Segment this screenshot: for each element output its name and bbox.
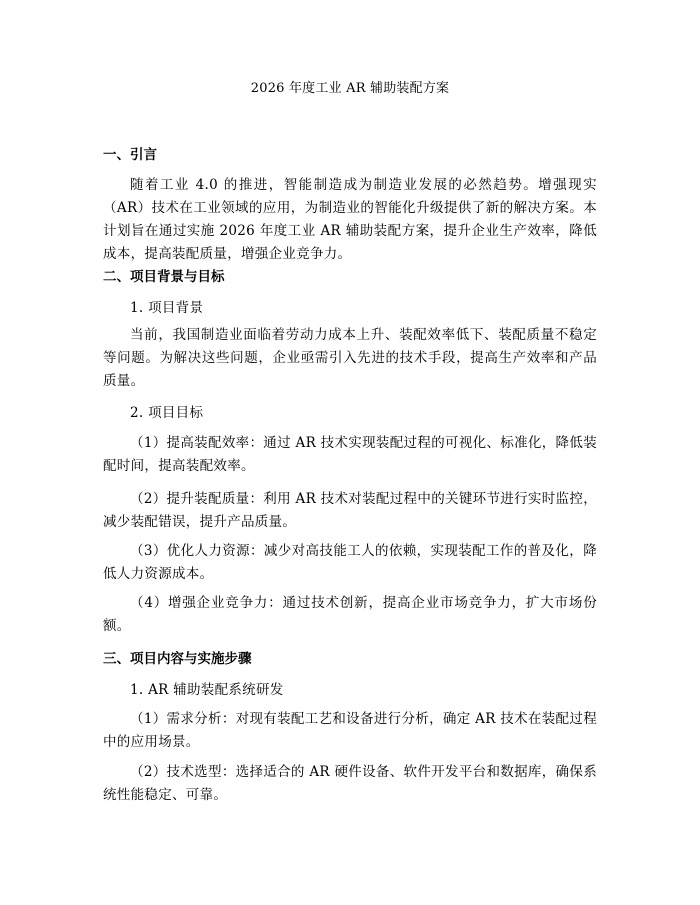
paragraph-requirements-analysis: （1）需求分析：对现有装配工艺和设备进行分析，确定 AR 技术在装配过程中的应用场景。 bbox=[103, 711, 597, 750]
paragraph-tech-selection: （2）技术选型：选择适合的 AR 硬件设备、软件开发平台和数据库，确保系统性能稳定、可靠。 bbox=[103, 764, 597, 803]
paragraph-goal-competitiveness: （4）增强企业竞争力：通过技术创新，提高企业市场竞争力，扩大市场份额。 bbox=[103, 595, 597, 634]
subsection-label-ar-system: 1. AR 辅助装配系统研发 bbox=[130, 682, 284, 698]
section-heading-introduction: 一、引言 bbox=[103, 147, 157, 163]
subsection-label-background: 1. 项目背景 bbox=[130, 300, 204, 316]
section-heading-background-goals: 二、项目背景与目标 bbox=[103, 269, 225, 285]
paragraph-introduction: 随着工业 4.0 的推进，智能制造成为制造业发展的必然趋势。增强现实（AR）技术在工业领域的应用，为制造业的智能化升级提供了新的解决方案。本计划旨在通过实施 2026 年度工业 AR 辅助装配方案，提升企业生产效率，降低成本，提高装配质量，增强企业竞争力。 bbox=[103, 177, 597, 262]
paragraph-background: 当前，我国制造业面临着劳动力成本上升、装配效率低下、装配质量不稳定等问题。为解决这些问题，企业亟需引入先进的技术手段，提高生产效率和产品质量。 bbox=[103, 327, 597, 389]
paragraph-goal-quality: （2）提升装配质量：利用 AR 技术对装配过程中的关键环节进行实时监控，减少装配错误，提升产品质量。 bbox=[103, 491, 597, 530]
section-heading-content-steps: 三、项目内容与实施步骤 bbox=[103, 651, 252, 667]
paragraph-goal-efficiency: （1）提高装配效率：通过 AR 技术实现装配过程的可视化、标准化，降低装配时间，提高装配效率。 bbox=[103, 435, 597, 474]
document-title: 2026 年度工业 AR 辅助装配方案 bbox=[250, 81, 450, 96]
paragraph-goal-hr: （3）优化人力资源：减少对高技能工人的依赖，实现装配工作的普及化，降低人力资源成本。 bbox=[103, 543, 597, 582]
subsection-label-goals: 2. 项目目标 bbox=[130, 405, 204, 421]
